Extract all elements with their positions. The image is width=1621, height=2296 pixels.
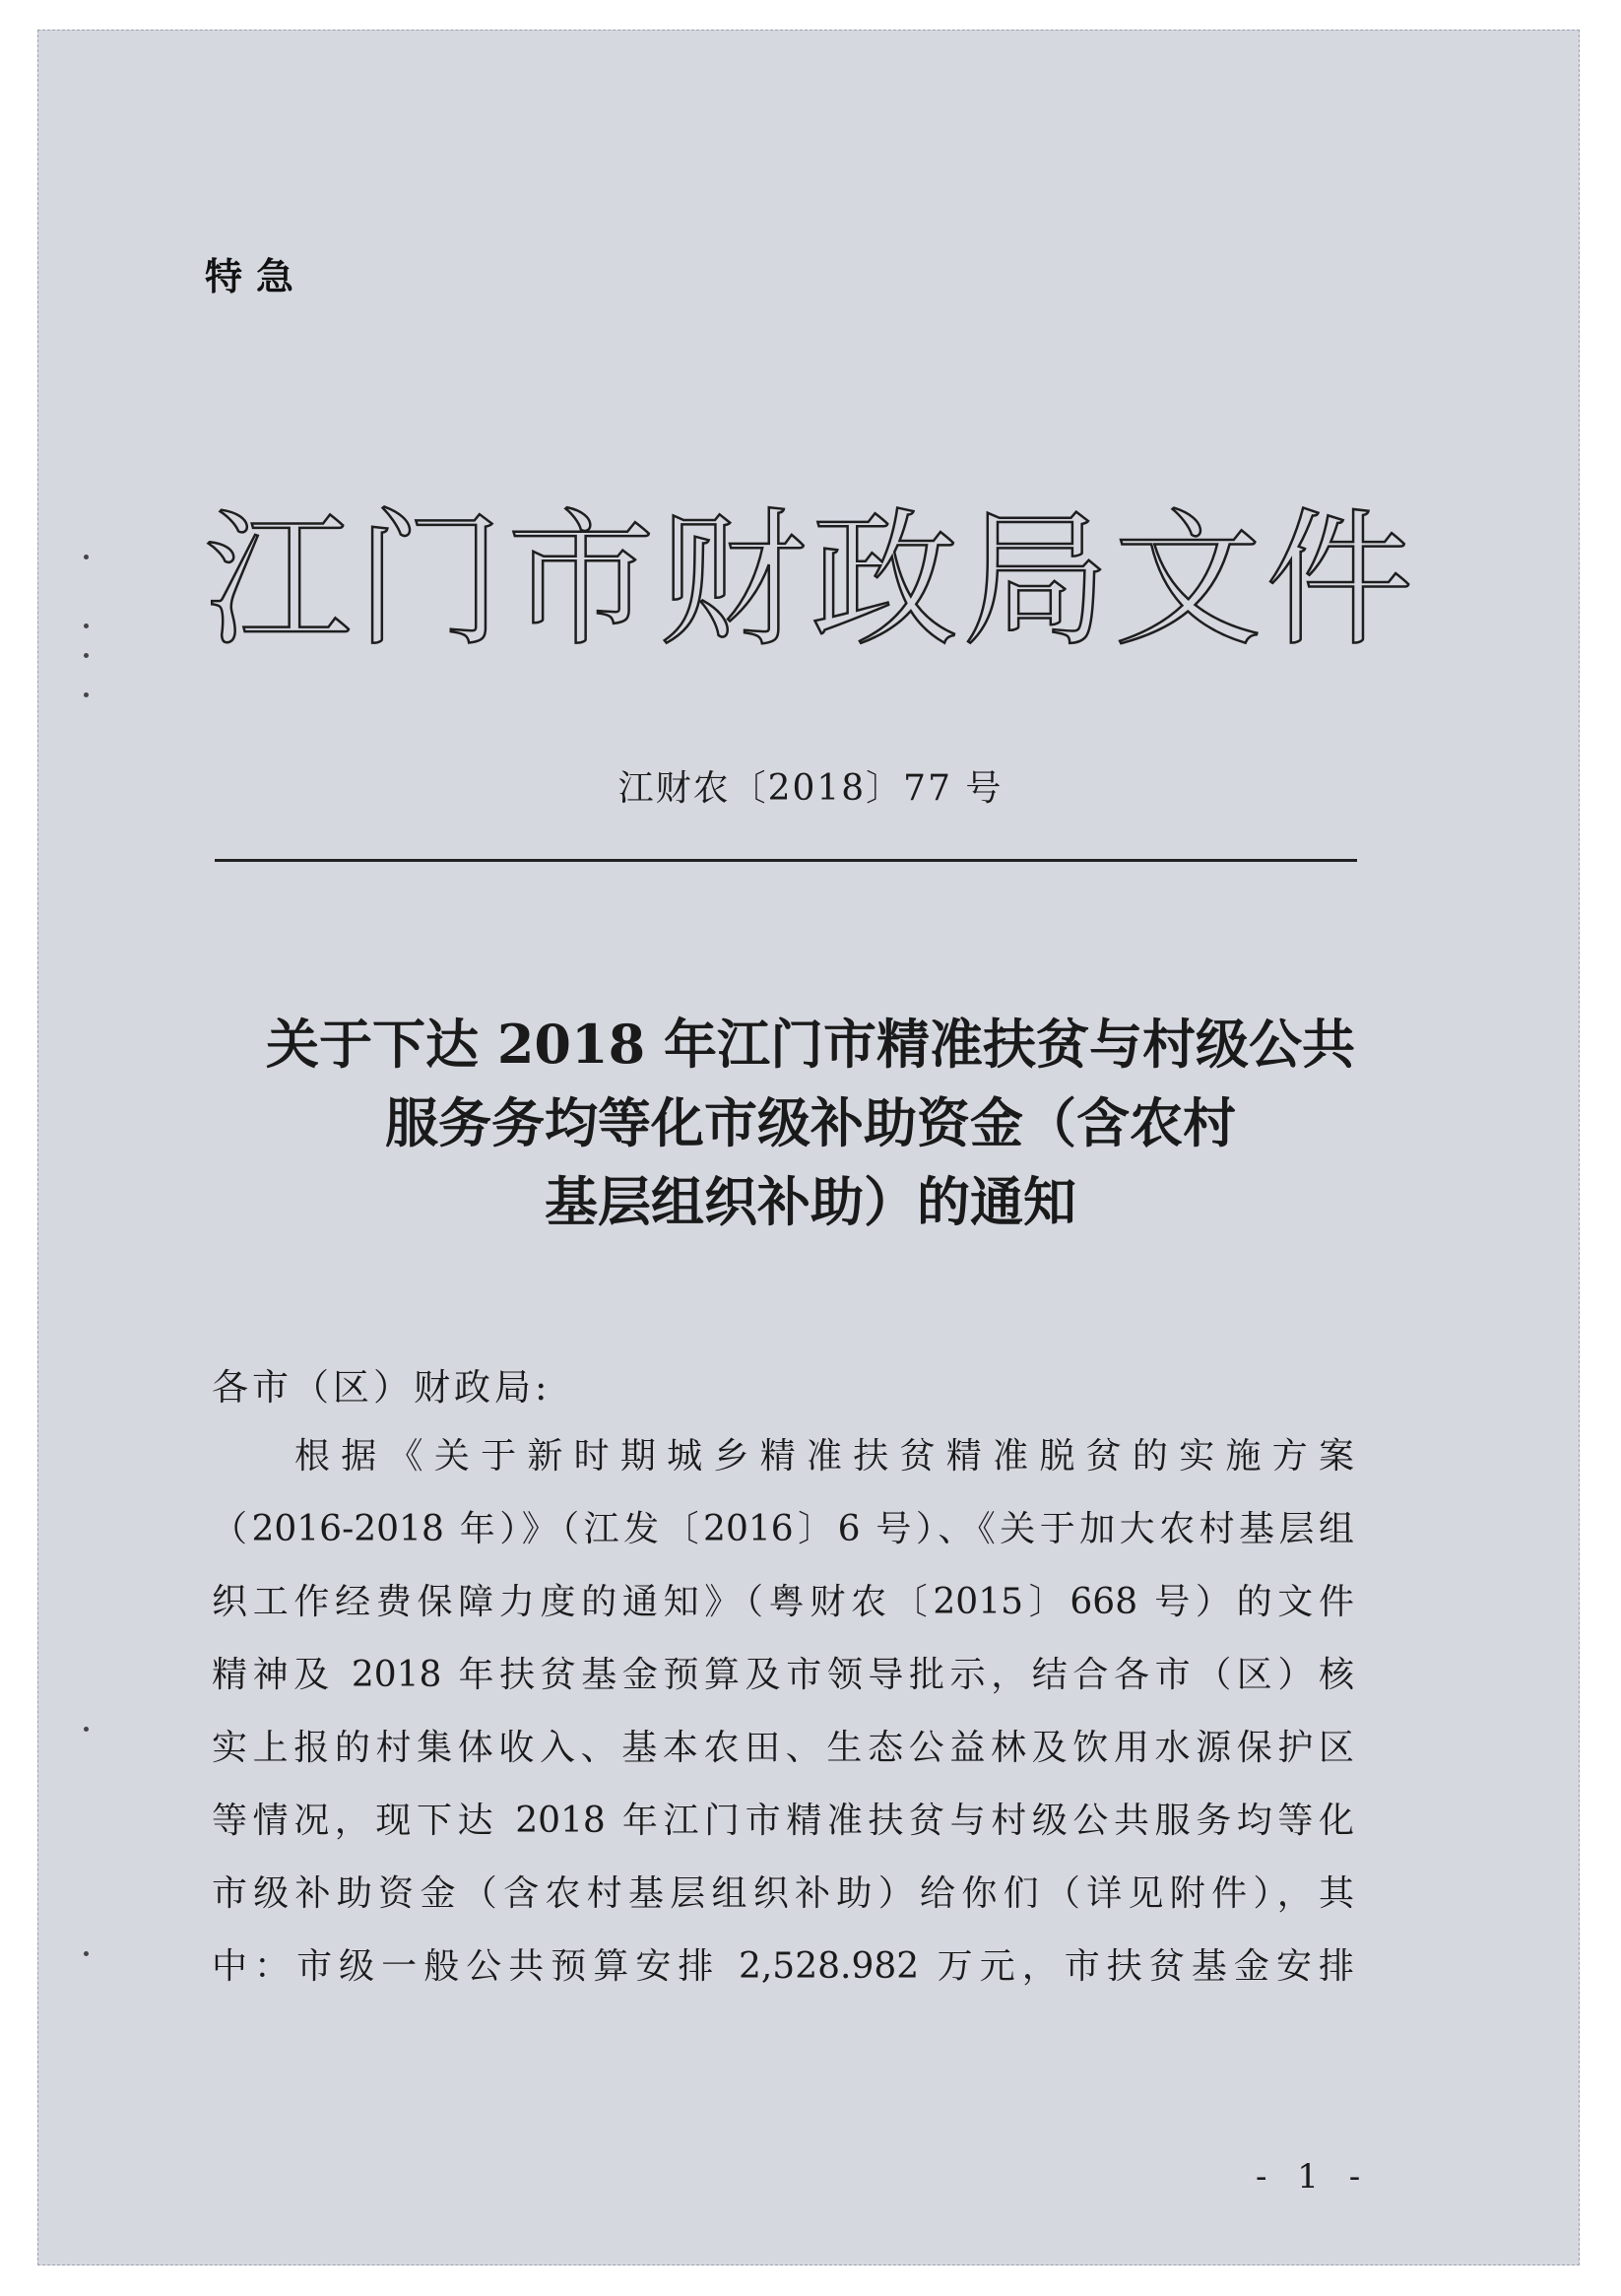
title-line: 关于下达 2018 年江门市精准扶贫与村级公共 [266, 1013, 1355, 1076]
body-line: 市级补助资金（含农村基层组织补助）给你们（详见附件），其 [212, 1873, 1354, 1914]
header-divider [215, 859, 1357, 862]
scan-speck [84, 1727, 89, 1732]
body-line: 实上报的村集体收入、基本农田、生态公益林及饮用水源保护区 [212, 1728, 1354, 1768]
scan-speck [84, 692, 89, 697]
document-title [0, 1005, 1621, 1241]
urgency-label: 特急 [205, 255, 308, 298]
body-line: 根据《关于新时期城乡精准扶贫精准脱贫的实施方案 [294, 1436, 1354, 1476]
body-line: 中：市级一般公共预算安排 2,528.982 万元，市扶贫基金安排 [212, 1946, 1354, 1987]
salutation: 各市（区）财政局: [212, 1366, 551, 1409]
document-number: 江财农〔2018〕77 号 [617, 768, 1004, 809]
issuing-authority-header: 江门市财政局文件 [203, 495, 1417, 667]
body-line: 织工作经费保障力度的通知》（粤财农〔2015〕668 号）的文件 [212, 1582, 1354, 1622]
body-paragraph [212, 1420, 1354, 2003]
body-line: 精神及 2018 年扶贫基金预算及市领导批示，结合各市（区）核 [212, 1655, 1354, 1695]
body-line: （2016-2018 年）》（江发〔2016〕6 号）、《关于加大农村基层组 [212, 1509, 1354, 1549]
page-number: - 1 - [1256, 2157, 1371, 2197]
title-line: 服务务均等化市级补助资金（含农村 [385, 1091, 1236, 1154]
scan-speck [84, 1951, 89, 1956]
title-line: 基层组织补助）的通知 [545, 1170, 1076, 1233]
body-line: 等情况，现下达 2018 年江门市精准扶贫与村级公共服务均等化 [212, 1801, 1354, 1841]
